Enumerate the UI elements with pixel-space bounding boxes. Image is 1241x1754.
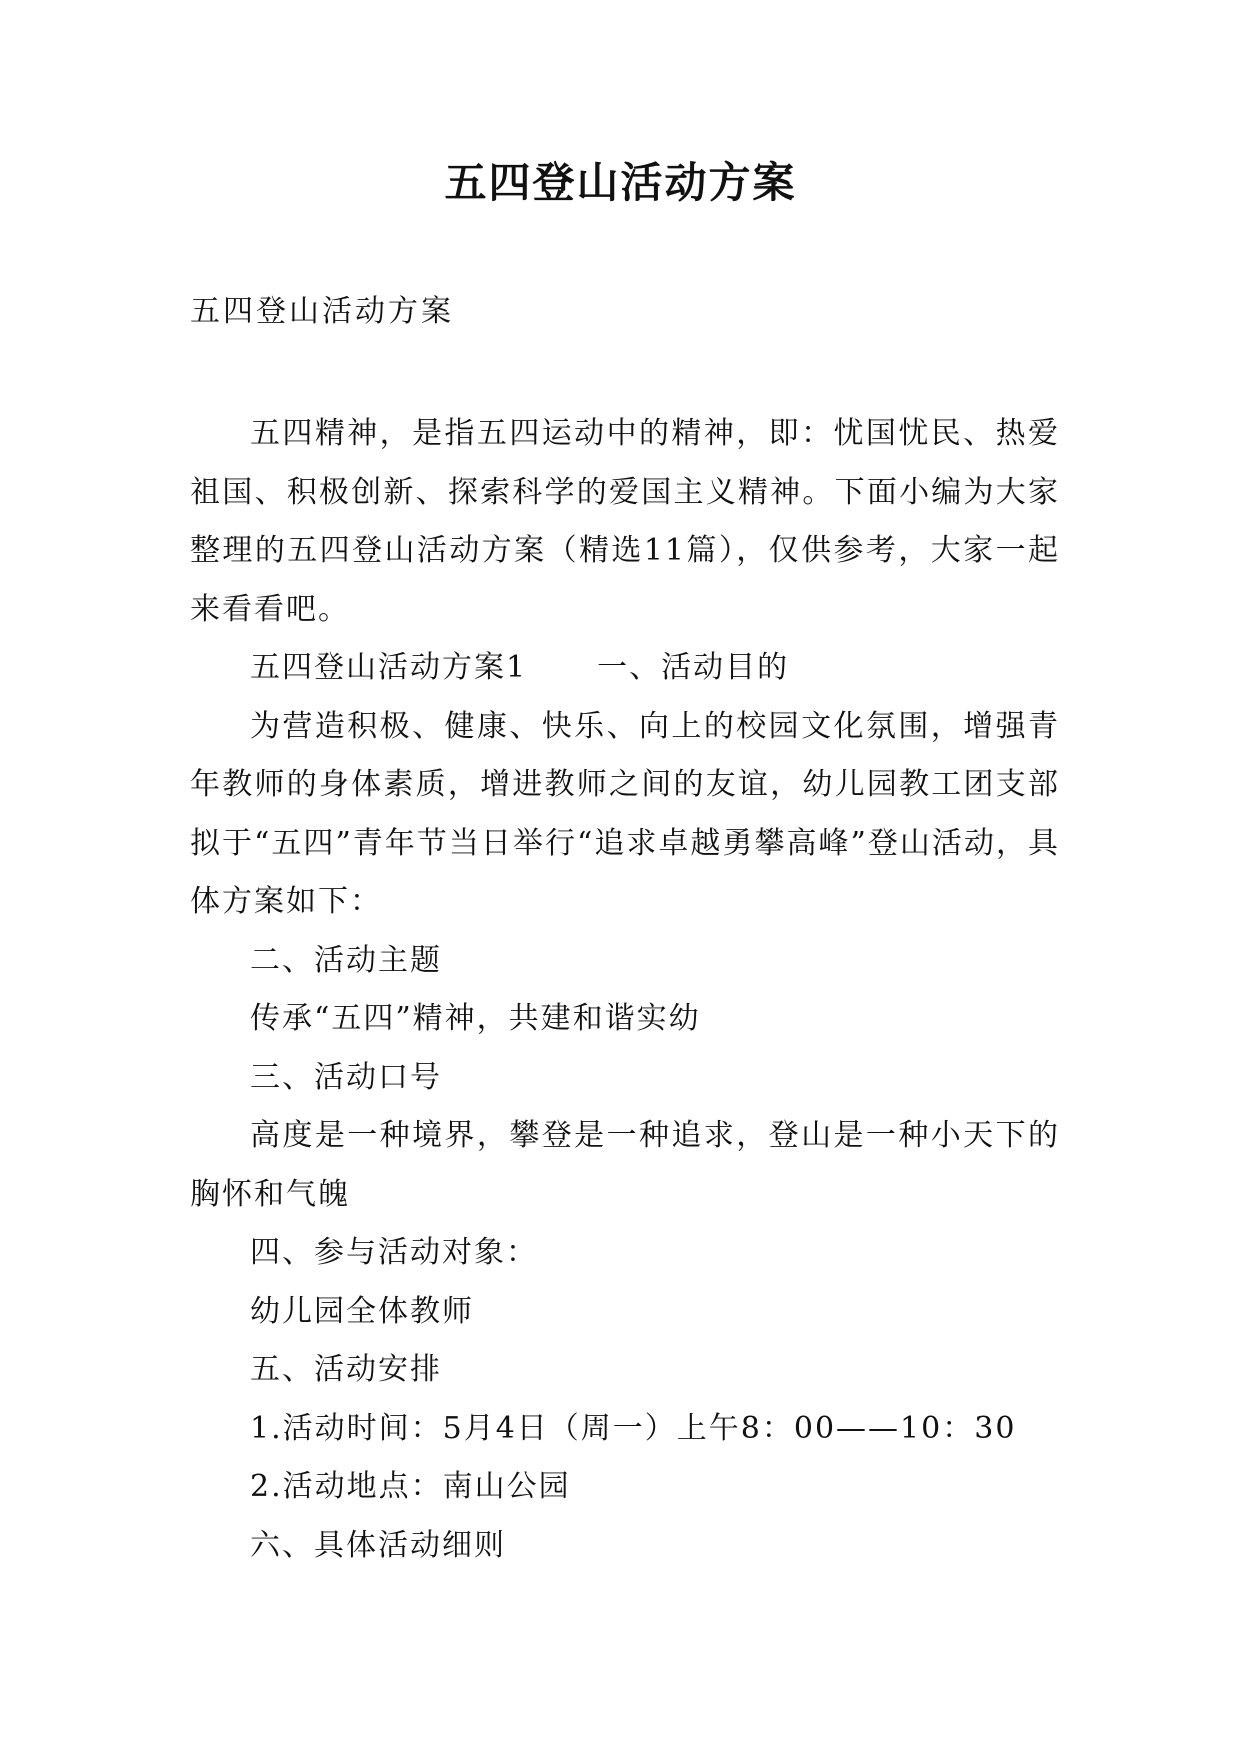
document-subtitle: 五四登山活动方案: [190, 294, 454, 329]
document-title: 五四登山活动方案: [444, 158, 797, 207]
slogan-heading: 三、活动口号: [250, 1059, 442, 1095]
slogan-paragraph: 高度是一种境界，攀登是一种追求，登山是一种小天下的胸怀和气魄: [190, 1118, 1060, 1212]
document-body: [190, 405, 1060, 1575]
theme-heading: 二、活动主题: [250, 942, 442, 978]
section-heading-line: [190, 639, 1060, 698]
goal-paragraph: 为营造积极、健康、快乐、向上的校园文化氛围，增强青年教师的身体素质，增进教师之间的友谊，幼儿园教工团支部拟于“五四”青年节当日举行“追求卓越勇攀高峰”登山活动，具体方案如下：: [190, 708, 1060, 919]
section1-heading: 五四登山活动方案1: [250, 650, 528, 685]
intro-paragraph: 五四精神，是指五四运动中的精神，即：忧国忧民、热爱祖国、积极创新、探索科学的爱国主义精神。下面小编为大家整理的五四登山活动方案（精选11篇），仅供参考，大家一起来看看吧。: [190, 416, 1060, 627]
schedule-place: 2.活动地点：南山公园: [250, 1469, 571, 1504]
schedule-heading: 五、活动安排: [250, 1352, 442, 1387]
participants-heading: 四、参与活动对象：: [250, 1235, 538, 1270]
goal-heading: 一、活动目的: [597, 650, 790, 685]
participants-paragraph: 幼儿园全体教师: [250, 1293, 474, 1329]
rules-heading: 六、具体活动细则: [250, 1527, 506, 1563]
schedule-time: 1.活动时间：5月4日（周一）上午8：00——10：30: [250, 1410, 1017, 1446]
theme-paragraph: 传承“五四”精神，共建和谐实幼: [250, 1001, 701, 1036]
